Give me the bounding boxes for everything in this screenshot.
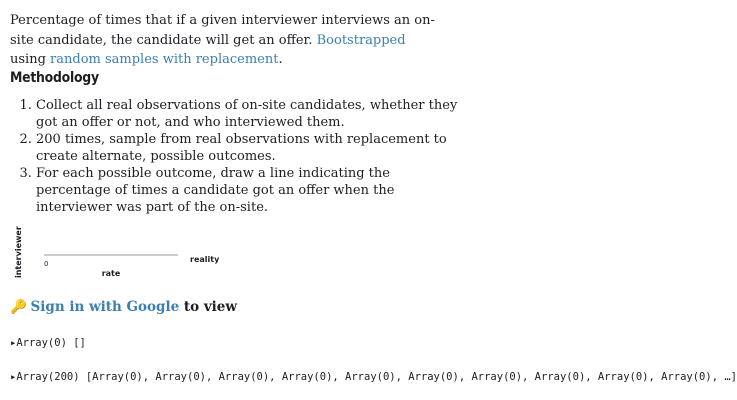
random-samples-link[interactable]: random samples with replacement — [50, 52, 279, 67]
key-icon: 🔑 — [10, 299, 26, 315]
bootstrap-chart — [0, 225, 240, 283]
methodology-step-2: 2. 200 times, sample from real observations with replacement to create alternate, possible outcomes. — [36, 131, 466, 165]
signin-prompt — [10, 299, 237, 315]
intro-paragraph — [10, 11, 440, 70]
intro-text-after: . — [278, 52, 283, 67]
chart-x-axis-label: rate — [101, 269, 121, 278]
inspector-row-empty-array[interactable]: ▸Array(0) [] — [10, 337, 86, 349]
sign-in-with-google-link[interactable]: Sign in with Google — [30, 299, 180, 315]
intro-text-before: Percentage of times that if a given interviewer interviews an on-site candidate, the candidate will get an offer. — [10, 13, 435, 48]
signin-suffix: to view — [179, 299, 238, 315]
chart-y-axis-label: interviewer — [14, 226, 23, 278]
intro-text-middle: using — [10, 52, 51, 67]
methodology-heading: Methodology — [10, 70, 99, 86]
bootstrapped-link[interactable]: Bootstrapped — [316, 32, 406, 48]
methodology-steps — [10, 97, 466, 216]
methodology-step-3: 3. For each possible outcome, draw a line indicating the percentage of times a candidate got an offer when the interviewer was part of the on-site. — [36, 165, 466, 216]
chart-x-tick-label: 0 — [44, 260, 49, 268]
chart-legend-reality: reality — [190, 255, 220, 264]
methodology-step-1: 1. Collect all real observations of on-site candidates, whether they got an offer or not, and who interviewed them. — [36, 97, 466, 131]
inspector-row-array-200[interactable]: ▸Array(200) [Array(0), Array(0), Array(0), Array(0), Array(0), Array(0), Array(0), Array(0), Array(0), Array(0), …] — [10, 371, 737, 383]
